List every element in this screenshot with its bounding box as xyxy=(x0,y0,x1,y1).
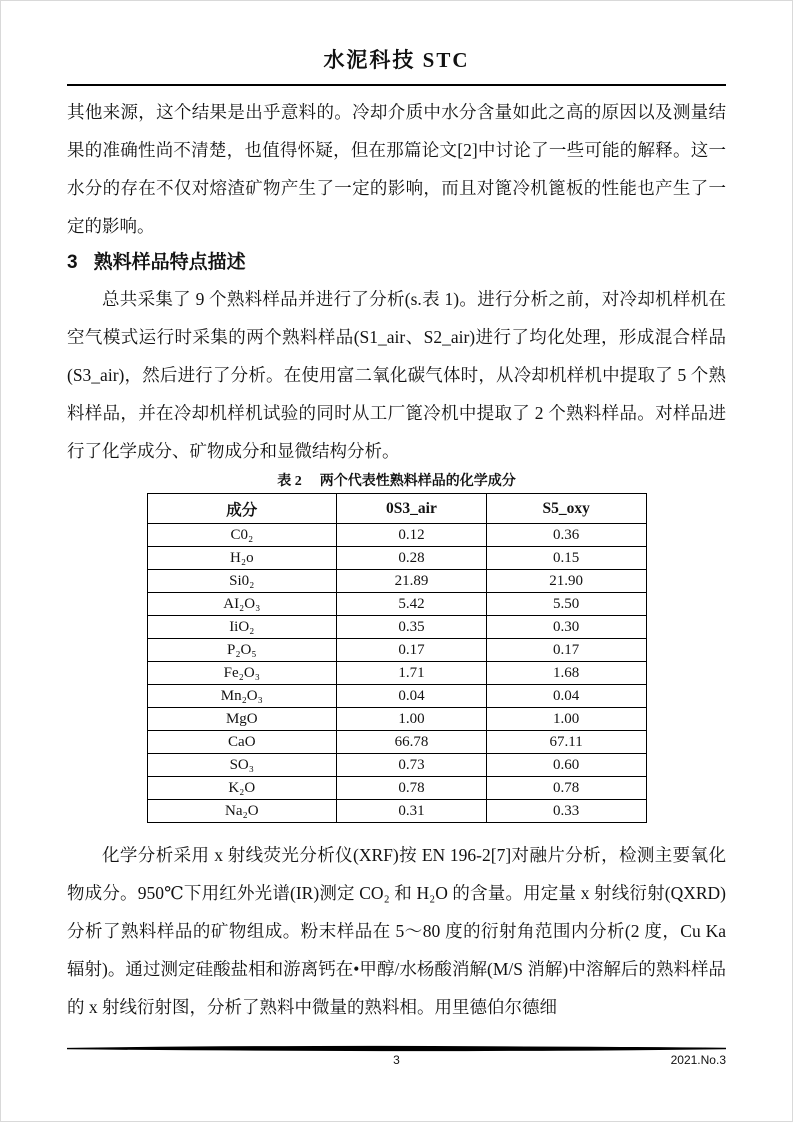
table-row xyxy=(147,777,646,800)
issue-label: 2021.No.3 xyxy=(670,1053,726,1067)
table-row xyxy=(147,754,646,777)
table-cell: 1.00 xyxy=(337,708,487,731)
table-cell: 0.12 xyxy=(337,524,487,547)
table-cell: 66.78 xyxy=(337,731,487,754)
journal-title: 水泥科技 STC xyxy=(323,48,470,72)
table-cell: IiO₂ xyxy=(147,616,337,639)
chemical-composition-table xyxy=(147,493,647,823)
table-cell: 67.11 xyxy=(486,731,646,754)
table-cell: 1.00 xyxy=(486,708,646,731)
table-cell: 0.78 xyxy=(337,777,487,800)
column-header-component: 成分 xyxy=(147,494,337,524)
header-rule xyxy=(67,84,726,86)
table-cell: 21.89 xyxy=(337,570,487,593)
table-cell: AI₂O₃ xyxy=(147,593,337,616)
table-row xyxy=(147,662,646,685)
table-row xyxy=(147,685,646,708)
table-cell: 0.17 xyxy=(486,639,646,662)
table-cell: 0.35 xyxy=(337,616,487,639)
footer-rule xyxy=(67,1045,726,1053)
table-row xyxy=(147,616,646,639)
table-cell: 0.28 xyxy=(337,547,487,570)
table-caption-text: 两个代表性熟料样品的化学成分 xyxy=(319,474,516,489)
table-row xyxy=(147,800,646,823)
table-cell: 0.73 xyxy=(337,754,487,777)
table-row xyxy=(147,639,646,662)
table-cell: 0.31 xyxy=(337,800,487,823)
table-cell: 1.68 xyxy=(486,662,646,685)
table-cell: Na₂O xyxy=(147,800,337,823)
column-header-s5-oxy: S5_oxy xyxy=(486,494,646,524)
table-cell: 0.36 xyxy=(486,524,646,547)
table-cell: C0₂ xyxy=(147,524,337,547)
paragraph: 其他来源，这个结果是出乎意料的。冷却介质中水分含量如此之高的原因以及测量结果的准确性尚不清楚，也值得怀疑，但在那篇论文[2]中讨论了一些可能的解释。这一水分的存在不仅对熔渣矿物产生了一定的影响，而且对篦冷机篦板的性能也产生了一定的影响。 xyxy=(67,102,726,236)
table-cell: Mn₂O₃ xyxy=(147,685,337,708)
page-footer xyxy=(67,1045,726,1069)
table-cell: 0.78 xyxy=(486,777,646,800)
table-cell: 0.04 xyxy=(337,685,487,708)
table-row xyxy=(147,524,646,547)
table-row xyxy=(147,731,646,754)
column-header-s3-air: 0S3_air xyxy=(337,494,487,524)
page-number: 3 xyxy=(393,1053,400,1067)
table-cell: SO₃ xyxy=(147,754,337,777)
table-cell: H₂o xyxy=(147,547,337,570)
page-content xyxy=(1,1,792,1026)
table-caption-label: 表 2 xyxy=(277,474,302,489)
table-row xyxy=(147,570,646,593)
table-cell: Si0₂ xyxy=(147,570,337,593)
section-number: 3 xyxy=(67,252,78,273)
table-cell: 0.30 xyxy=(486,616,646,639)
table-cell: 5.42 xyxy=(337,593,487,616)
table-row xyxy=(147,547,646,570)
table-cell: 1.71 xyxy=(337,662,487,685)
footer-row xyxy=(67,1053,726,1069)
table-cell: 0.60 xyxy=(486,754,646,777)
section-title: 熟料样品特点描述 xyxy=(93,252,246,273)
paragraph: 总共采集了 9 个熟料样品并进行了分析(s.表 1)。进行分析之前，对冷却机样机在空气模式运行时采集的两个熟料样品(S1_air、S2_air)进行了均化处理，形成混合样品(S3_air)，然后进行了分析。在使用富二氧化碳气体时，从冷却机样机中提取了 5 个熟料样品，并在冷却机样机试验的同时从工厂篦冷机中提取了 2 个熟料样品。对样品进行了化学成分、矿物成分和显微结构分析。 xyxy=(67,289,726,461)
table-cell: P₂O₅ xyxy=(147,639,337,662)
table-cell: 0.15 xyxy=(486,547,646,570)
table-cell: K₂O xyxy=(147,777,337,800)
table-cell: 0.33 xyxy=(486,800,646,823)
table-cell: 5.50 xyxy=(486,593,646,616)
section-heading xyxy=(67,248,726,278)
table-cell: 0.04 xyxy=(486,685,646,708)
paragraph: 化学分析采用 x 射线荧光分析仪(XRF)按 EN 196-2[7]对融片分析，检测主要氧化物成分。950℃下用红外光谱(IR)测定 CO₂ 和 H₂O 的含量。用定量 x 射线衍射(QXRD)分析了熟料样品的矿物组成。粉末样品在 5～80 度的衍射角范围内分析(2 度，Cu Ka 辐射)。通过测定硅酸盐相和游离钙在•甲醇/水杨酸消解(M/S 消解)中溶解后的熟料样品的 x 射线衍射图，分析了熟料中微量的熟料相。用里德伯尔德细 xyxy=(67,845,726,1017)
table-cell: Fe₂O₃ xyxy=(147,662,337,685)
table-header-row xyxy=(147,494,646,524)
table-cell: 21.90 xyxy=(486,570,646,593)
table-row xyxy=(147,708,646,731)
table-row xyxy=(147,593,646,616)
table-cell: MgO xyxy=(147,708,337,731)
table-cell: 0.17 xyxy=(337,639,487,662)
table-cell: CaO xyxy=(147,731,337,754)
table-caption xyxy=(67,474,726,490)
